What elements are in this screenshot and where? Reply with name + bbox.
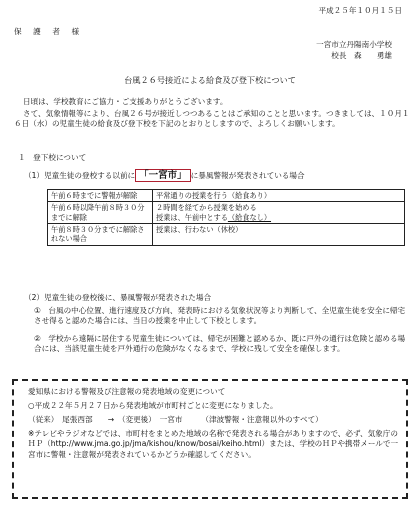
notice-change-date: ○平成２２年５月２７日から発表地域が市町村ごとに変更になりました。: [28, 401, 278, 410]
condition-cell: 午前６時以降午前８時３０分までに解除: [48, 202, 153, 224]
list-item: ② 学校から遠隔に居住する児童生徒については、帰宅が困難と認めるか、既に戸外の通行は危険と認める場合には、当該児童生徒を戸外通行の危険がなくなるまで、学校に残して安全を確保します。: [34, 334, 406, 354]
table-row: [48, 190, 405, 202]
subsection-1-suffix: に暴風警報が発表されている場合: [190, 171, 305, 180]
action-cell: 授業は、行わない（休校）: [153, 224, 405, 246]
subsection-2-heading: （2）児童生徒の登校後に、暴風警報が発表された場合: [24, 293, 212, 302]
greeting-paragraph: 日頃は、学校教育にご協力・ご支援ありがとうございます。: [23, 97, 228, 106]
notice-region-change: （従来） 尾張西部 → （変更後） 一宮市 （津波警報・注意報以外のすべて）: [28, 415, 323, 424]
notice-title: 愛知県における警報及び注意報の発表地域の変更について: [28, 387, 226, 396]
letter-date: 平成２５年１０月１５日: [318, 6, 402, 15]
table-row: [48, 224, 405, 246]
letter-title: 台風２６号接近による給食及び登下校について: [124, 75, 296, 85]
table-row: [48, 202, 405, 224]
recipient: 保 護 者 様: [14, 27, 82, 36]
subsection-1-heading: [24, 170, 305, 182]
action-line-prefix: 授業は、午前中とする: [156, 212, 228, 222]
section-heading: １ 登下校について: [18, 153, 87, 162]
action-cell: [153, 202, 405, 224]
notice-advice: ※テレビやラジオなどでは、市町村をまとめた地域の名称で発表される場合がありますので、必ず、気象庁のＨＰ（http://www.jma.go.jp/jma/kishou/know/bosai/keiho.html）または、学校のＨＰや携帯メールで一宮市に警報・注意報が発表されているかどうか確認してください。: [28, 429, 399, 459]
condition-cell: 午前８時３０分までに解除されない場合: [48, 224, 153, 246]
action-line: ２時間を経てから授業を始める: [156, 203, 257, 213]
action-cell: 平常通りの授業を行う（給食あり）: [153, 190, 405, 202]
principal-name: 校長 森 勇雄: [331, 51, 392, 60]
subsection-1-prefix: （1）児童生徒の登校する以前に: [24, 171, 136, 180]
schedule-table: [47, 189, 405, 246]
condition-cell: 午前６時までに警報が解除: [48, 190, 153, 202]
school-name: 一宮市立丹陽南小学校: [316, 40, 392, 49]
action-line: [156, 213, 401, 222]
city-highlight: 「一宮市」: [135, 169, 191, 182]
no-lunch-note: （給食なし）: [227, 212, 272, 222]
list-item: ① 台風の中心位置、進行速度及び方向、発表時における気象状況等より判断して、全児童生徒を安全に帰宅させ得ると認めた場合には、当日の授業を中止して下校とします。: [34, 306, 406, 326]
notice-box: [12, 379, 408, 499]
intro-paragraph: さて、気象情報等により、台風２６号が接近しつつあることはご承知のことと思います。つきましては、１０月１６日（水）の児童生徒の給食及び登下校を下記のとおりとしますので、よろしくお願いします。: [14, 109, 410, 129]
